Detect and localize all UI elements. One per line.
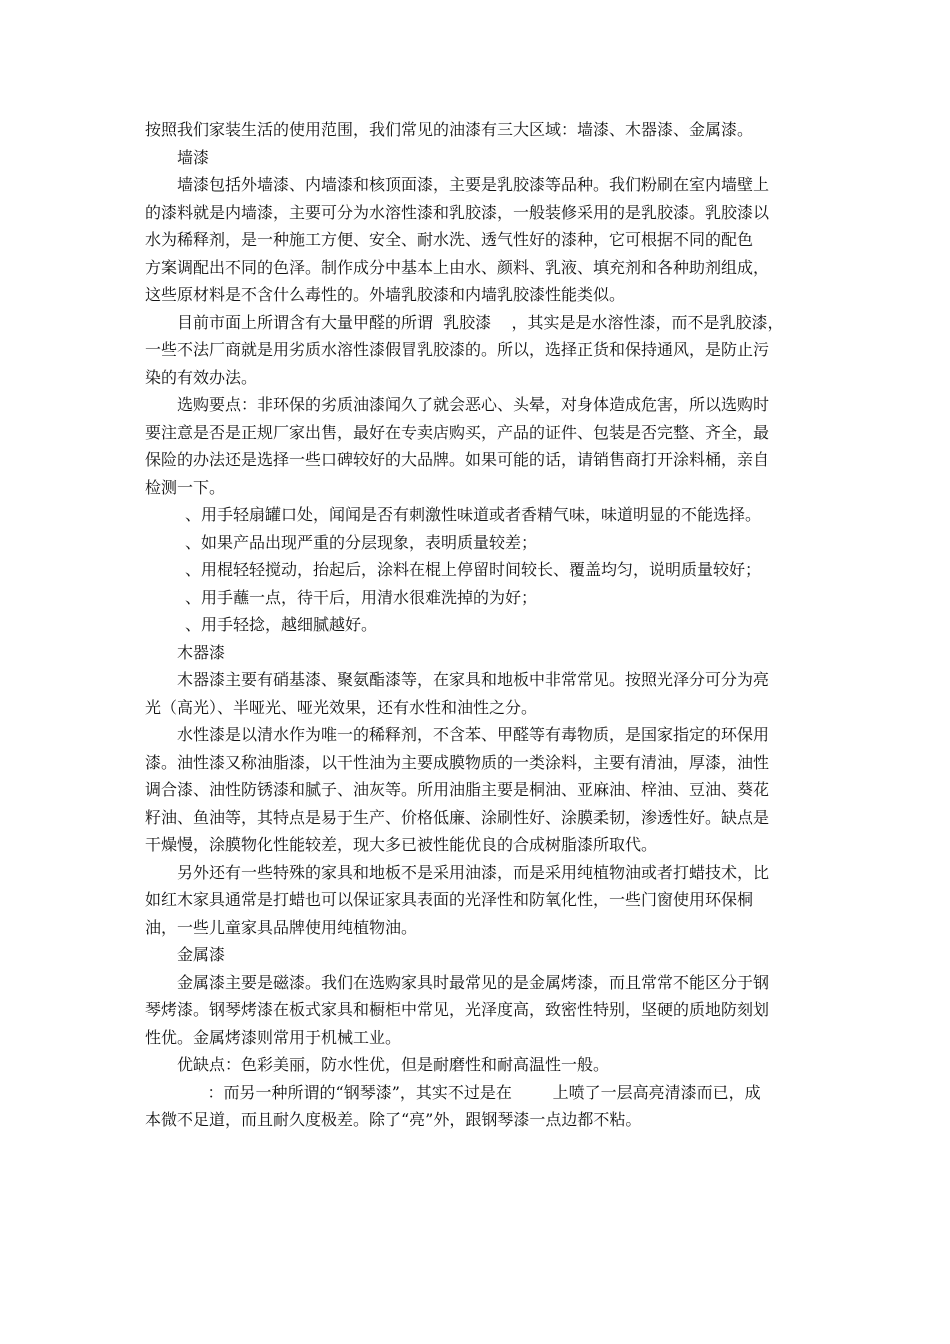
text-line: 水性漆是以清水作为唯一的稀释剂，不含苯、甲醛等有毒物质，是国家指定的环保用 xyxy=(177,725,770,744)
wood-paint-paragraph-1 xyxy=(145,666,805,721)
text-line: 本微不足道，而且耐久度极差。除了“亮”外，跟钢琴漆一点边都不粘。 xyxy=(145,1110,642,1129)
text-line: 油，一些儿童家具品牌使用纯植物油。 xyxy=(145,917,418,937)
text-line: 选购要点：非环保的劣质油漆闻久了就会恶心、头晕，对身体造成危害，所以选购时 xyxy=(177,395,770,414)
text-line: 漆。油性漆又称油脂漆，以干性油为主要成膜物质的一类涂料，主要有清油，厚漆，油性 xyxy=(145,752,770,772)
text-line: 一些不法厂商就是用劣质水溶性漆假冒乳胶漆的。所以，选择正货和保持通风，是防止污 xyxy=(145,340,770,359)
text-line: 干燥慢，涂膜物化性能较差，现大多已被性能优良的合成树脂漆所取代。 xyxy=(145,835,658,854)
wood-paint-paragraph-3 xyxy=(145,859,805,942)
text-line: 调合漆、油性防锈漆和腻子、油灰等。所用油脂主要是桐油、亚麻油、梓油、豆油、葵花 xyxy=(145,780,770,799)
text-line: 目前市面上所谓含有大量甲醛的所谓 乳胶漆 ，其实是是水溶性漆，而不是乳胶漆， xyxy=(177,312,784,332)
text-line: 光（高光）、半哑光、哑光效果，还有水性和油性之分。 xyxy=(145,697,538,717)
metal-paint-heading: 金属漆 xyxy=(177,945,226,964)
document-body xyxy=(145,116,805,1134)
wall-paint-heading: 墙漆 xyxy=(177,147,210,167)
list-item: 、用手轻扇罐口处，闻闻是否有刺激性味道或者香精气味，味道明显的不能选择。 xyxy=(185,505,762,524)
metal-paint-paragraph-2 xyxy=(145,1051,805,1079)
text-line: 方案调配出不同的色泽。制作成分中基本上由水、颜料、乳液、填充剂和各种助剂组成， xyxy=(145,257,770,277)
metal-paint-paragraph-1 xyxy=(145,969,805,1052)
text-line: 保险的办法还是选择一些口碑较好的大品牌。如果可能的话，请销售商打开涂料桶，亲自 xyxy=(145,450,770,469)
text-line: 这些原材料是不含什么毒性的。外墙乳胶漆和内墙乳胶漆性能类似。 xyxy=(145,285,626,304)
text-line: 优缺点：色彩美丽，防水性优，但是耐磨性和耐高温性一般。 xyxy=(177,1055,610,1074)
text-line: 水为稀释剂，是一种施工方便、安全、耐水洗、透气性好的漆种，它可根据不同的配色 xyxy=(145,230,754,249)
wood-paint-paragraph-2 xyxy=(145,721,805,859)
list-item: 、如果产品出现严重的分层现象，表明质量较差； xyxy=(185,532,538,552)
text-line: 金属漆主要是磁漆。我们在选购家具时最常见的是金属烤漆，而且常常不能区分于钢 xyxy=(177,972,770,992)
text-line: 如红木家具通常是打蜡也可以保证家具表面的光泽性和防氧化性，一些门窗使用环保桐 xyxy=(145,890,754,909)
text-line: 染的有效办法。 xyxy=(145,367,258,387)
text-line: 检测一下。 xyxy=(145,477,226,497)
text-line: ：而另一种所谓的“钢琴漆”，其实不过是在 上喷了一层高亮清漆而已，成 xyxy=(177,1082,761,1102)
list-item: 、用手蘸一点，待干后，用清水很难洗掉的为好； xyxy=(185,587,538,607)
text-line: 性优。金属烤漆则常用于机械工业。 xyxy=(145,1027,402,1047)
buying-tips-list xyxy=(145,501,805,639)
wood-paint-heading: 木器漆 xyxy=(177,642,226,662)
text-line: 另外还有一些特殊的家具和地板不是采用油漆，而是采用纯植物油或者打蜡技术，比 xyxy=(177,862,770,882)
wall-paint-paragraph-2 xyxy=(145,309,805,392)
intro-paragraph: 按照我们家装生活的使用范围，我们常见的油漆有三大区域：墙漆、木器漆、金属漆。 xyxy=(145,120,754,139)
metal-paint-paragraph-3 xyxy=(145,1079,805,1134)
text-line: 籽油、鱼油等，其特点是易于生产、价格低廉、涂刷性好、涂膜柔韧，渗透性好。缺点是 xyxy=(145,807,770,827)
text-line: 琴烤漆。钢琴烤漆在板式家具和橱柜中常见，光泽度高，致密性特别，坚硬的质地防刻划 xyxy=(145,1000,770,1019)
buying-tips-paragraph xyxy=(145,391,805,501)
list-item: 、用手轻捻，越细腻越好。 xyxy=(185,615,378,634)
text-line: 的漆料就是内墙漆，主要可分为水溶性漆和乳胶漆，一般装修采用的是乳胶漆。乳胶漆以 xyxy=(145,202,770,222)
text-line: 墙漆包括外墙漆、内墙漆和核顶面漆，主要是乳胶漆等品种。我们粉刷在室内墙壁上 xyxy=(177,175,770,194)
text-line: 要注意是否是正规厂家出售，最好在专卖店购买，产品的证件、包装是否完整、齐全，最 xyxy=(145,422,770,442)
list-item: 、用棍轻轻搅动，抬起后，涂料在棍上停留时间较长、覆盖均匀，说明质量较好； xyxy=(185,560,762,579)
text-line: 木器漆主要有硝基漆、聚氨酯漆等，在家具和地板中非常常见。按照光泽分可分为亮 xyxy=(177,670,770,689)
wall-paint-paragraph-1 xyxy=(145,171,805,309)
